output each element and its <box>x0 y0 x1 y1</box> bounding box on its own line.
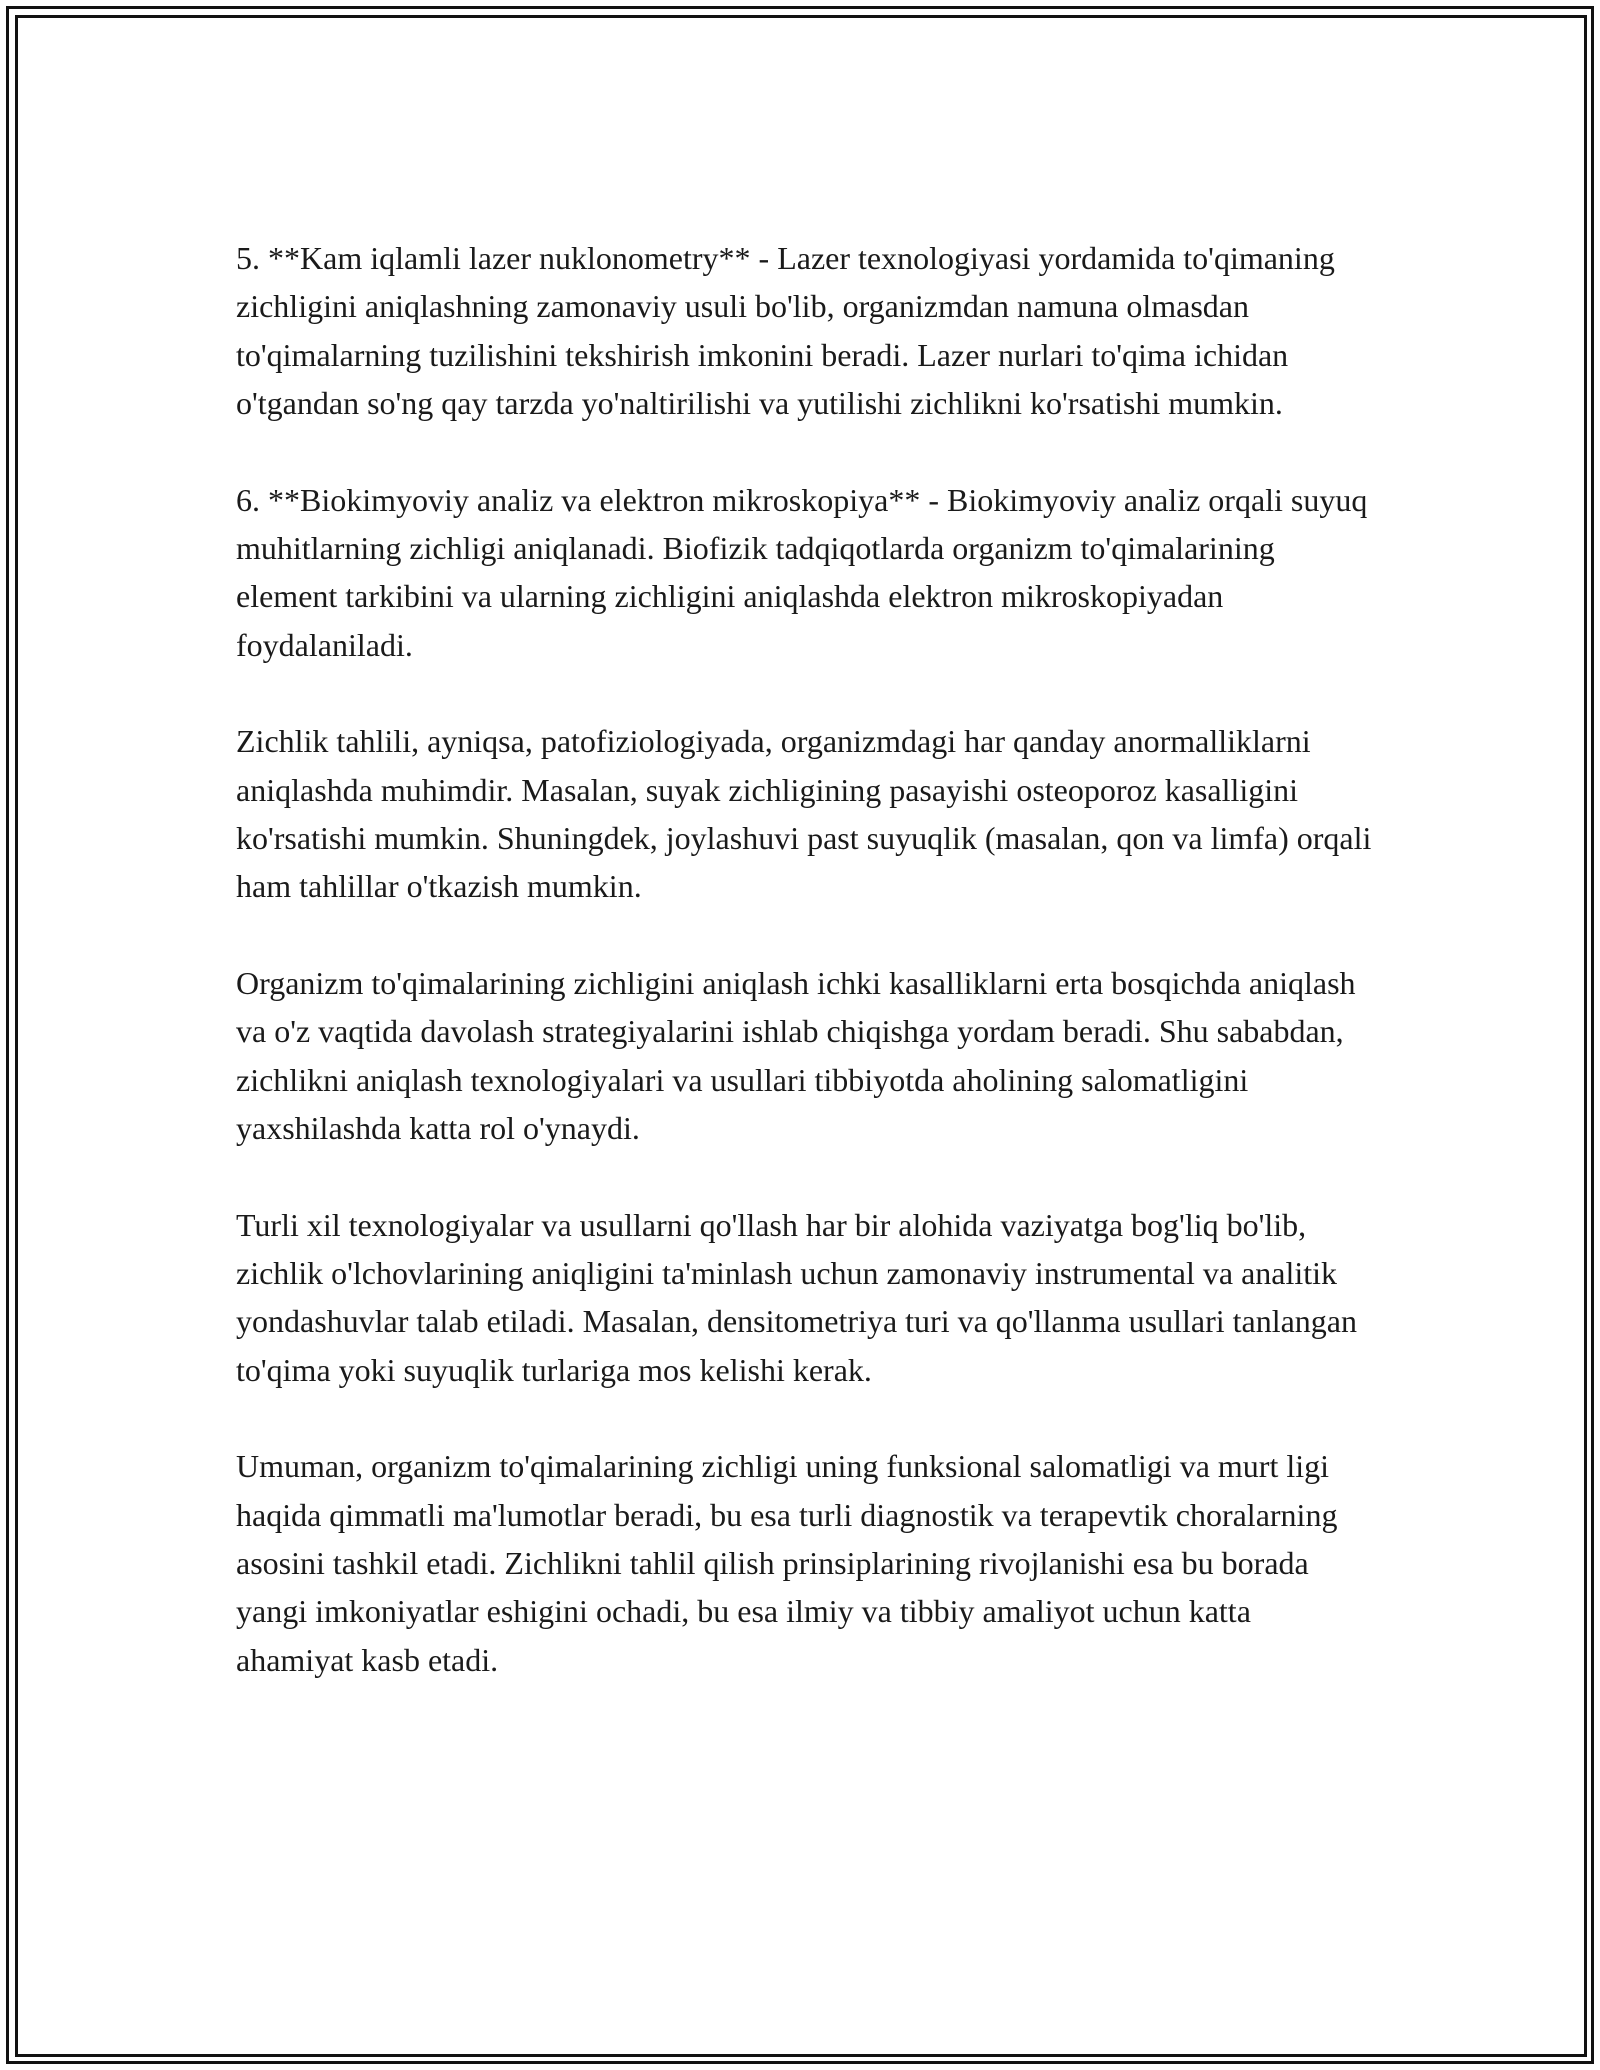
paragraph-technologies: Turli xil texnologiyalar va usullarni qo'llash har bir alohida vaziyatga bog'liq bo'lib, zichlik o'lchovlarining aniqligini ta'minlash uchun zamonaviy instrumental va analitik yondashuvlar talab etiladi. Masalan, densitometriya turi va qo'llanma usullari tanlangan to'qima yoki suyuqlik turlariga mos kelishi kerak. <box>236 1206 1357 1388</box>
paragraph-density-analysis: Zichlik tahlili, ayniqsa, patofiziologiyada, organizmdagi har qanday anormalliklarni aniqlashda muhimdir. Masalan, suyak zichligining pasayishi osteoporoz kasalligini ko'rsatishi mumkin. Shuningdek, joylashuvi past suyuqlik (masalan, qon va limfa) orqali ham tahlillar o'tkazish mumkin. <box>236 723 1372 905</box>
paragraph-item-6: 6. **Biokimyoviy analiz va elektron mikroskopiya** - Biokimyoviy analiz orqali suyuq muhitlarning zichligi aniqlanadi. Biofizik tadqiqotlarda organizm to'qimalarining element tarkibini va ularning zichligini aniqlashda elektron mikroskopiyadan foydalaniladi. <box>236 481 1368 663</box>
paragraph-item-5: 5. **Kam iqlamli lazer nuklonometry** - Lazer texnologiyasi yordamida to'qimaning zichligini aniqlashning zamonaviy usuli bo'lib, organizmdan namuna olmasdan to'qimalarning tuzilishini tekshirish imkonini beradi. Lazer nurlari to'qima ichidan o'tgandan so'ng qay tarzda yo'naltirilishi va yutilishi zichlikni ko'rsatishi mumkin. <box>236 240 1335 422</box>
paragraph-early-diagnosis: Organizm to'qimalarining zichligini aniqlash ichki kasalliklarni erta bosqichda aniqlash va o'z vaqtida davolash strategiyalarini ishlab chiqishga yordam beradi. Shu sababdan, zichlikni aniqlash texnologiyalari va usullari tibbiyotda aholining salomatligini yaxshilashda katta rol o'ynaydi. <box>236 964 1356 1147</box>
document-body <box>236 234 1376 1684</box>
paragraph-conclusion: Umuman, organizm to'qimalarining zichligi uning funksional salomatligi va murt ligi haqida qimmatli ma'lumotlar beradi, bu esa turli diagnostik va terapevtik choralarning asosini tashkil etadi. Zichlikni tahlil qilish prinsiplarining rivojlanishi esa bu borada yangi imkoniyatlar eshigini ochadi, bu esa ilmiy va tibbiy amaliyot uchun katta ahamiyat kasb etadi. <box>236 1448 1338 1678</box>
